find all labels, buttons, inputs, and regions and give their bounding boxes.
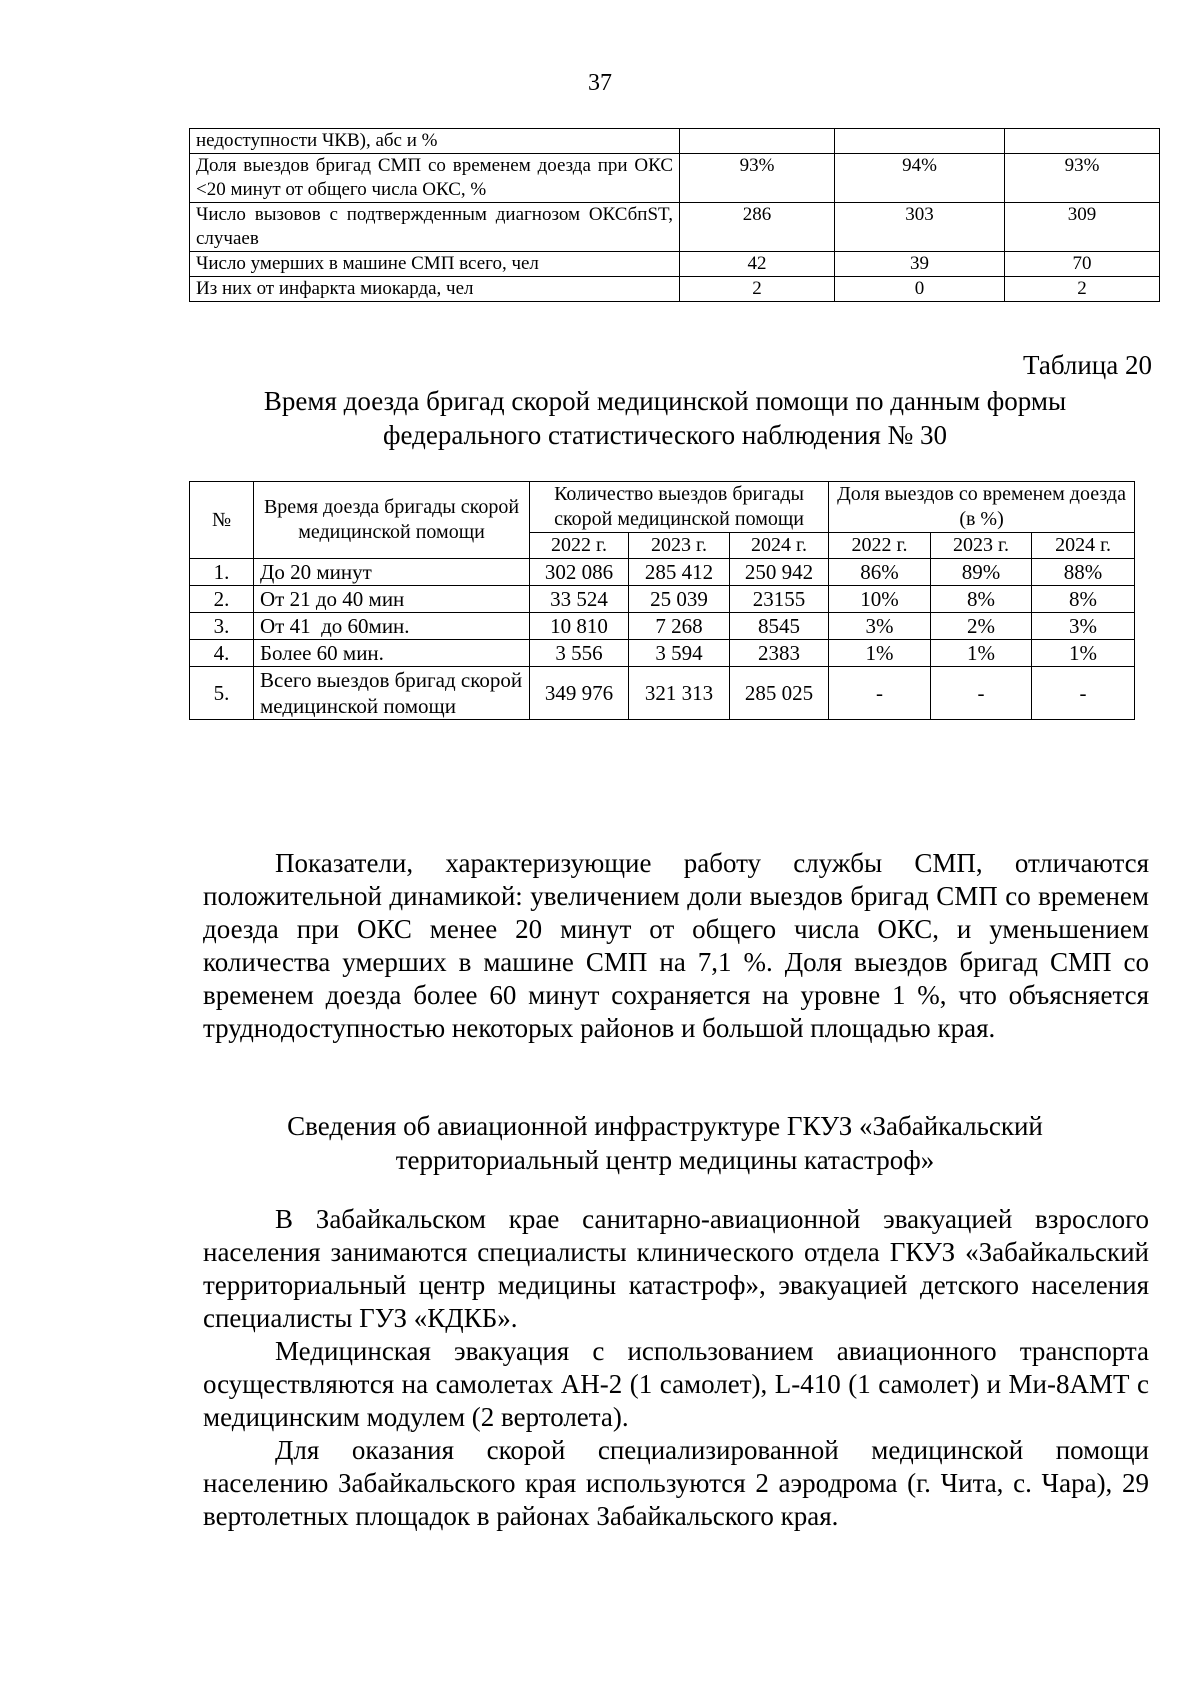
share-2023: 89% — [931, 559, 1032, 586]
cell-value — [680, 129, 835, 154]
share-2022: 3% — [829, 613, 931, 640]
count-2024: 250 942 — [730, 559, 829, 586]
cell-value: 0 — [835, 277, 1005, 302]
header-year: 2022 г. — [530, 533, 629, 559]
table-title — [200, 384, 1130, 452]
cell-value: 2 — [680, 277, 835, 302]
header-share: Доля выездов со временем доезда (в %) — [829, 482, 1135, 533]
paragraph-text: Показатели, характеризующие работу службы СМП, отличаются положительной динамикой: увеличением доли выездов бригад СМП со временем доезда при ОКС менее 20 минут от общего числа ОКС, и уменьшением количества умерших в машине СМП на 7,1 %. Доля выездов бригад СМП со временем доезда более 60 минут сохраняется на уровне 1 %, что объясняется труднодоступностью некоторых районов и большой площадью края. — [203, 848, 1149, 1043]
header-year: 2022 г. — [829, 533, 931, 559]
table-title-line: федерального статистического наблюдения № 30 — [382, 420, 948, 450]
row-label: Более 60 мин. — [254, 640, 530, 667]
header-count: Количество выездов бригады скорой медицинской помощи — [530, 482, 829, 533]
row-label: Число умерших в машине СМП всего, чел — [190, 252, 680, 277]
row-label: Число вызовов с подтвержденным диагнозом ОКСбпST, случаев — [190, 203, 680, 252]
cell-value: 93% — [1005, 154, 1160, 203]
cell-value: 70 — [1005, 252, 1160, 277]
header-year: 2024 г. — [730, 533, 829, 559]
table-row — [190, 640, 1135, 667]
count-2023: 7 268 — [629, 613, 730, 640]
row-label: Из них от инфаркта миокарда, чел — [190, 277, 680, 302]
section-heading-line: территориальный центр медицины катастроф» — [395, 1145, 935, 1175]
cell-value: 42 — [680, 252, 835, 277]
row-label: Доля выездов бригад СМП со временем доезда при ОКС <20 минут от общего числа ОКС, % — [190, 154, 680, 203]
page-number: 37 — [588, 70, 612, 96]
row-num: 3. — [190, 613, 254, 640]
row-num: 4. — [190, 640, 254, 667]
cell-value — [1005, 129, 1160, 154]
table-row — [190, 203, 1160, 252]
share-2022: 86% — [829, 559, 931, 586]
paragraph-text: В Забайкальском крае санитарно-авиационной эвакуацией взрослого населения занимаются специалисты клинического отдела ГКУЗ «Забайкальский территориальный центр медицины катастроф», эвакуацией детского населения специалисты ГУЗ «КДКБ». — [203, 1204, 1149, 1333]
header-year: 2023 г. — [629, 533, 730, 559]
row-num: 2. — [190, 586, 254, 613]
table-row — [190, 559, 1135, 586]
share-2023: - — [931, 667, 1032, 720]
count-2022: 33 524 — [530, 586, 629, 613]
row-num: 1. — [190, 559, 254, 586]
share-2024: 8% — [1032, 586, 1135, 613]
count-2024: 285 025 — [730, 667, 829, 720]
row-label: Всего выездов бригад скорой медицинской помощи — [254, 667, 530, 720]
share-2024: - — [1032, 667, 1135, 720]
section-heading-line: Сведения об авиационной инфраструктуре ГКУЗ «Забайкальский — [287, 1111, 1043, 1141]
count-2022: 302 086 — [530, 559, 629, 586]
share-2024: 88% — [1032, 559, 1135, 586]
count-2023: 321 313 — [629, 667, 730, 720]
table-row — [190, 277, 1160, 302]
count-2022: 10 810 — [530, 613, 629, 640]
table-row — [190, 667, 1135, 720]
header-year: 2024 г. — [1032, 533, 1135, 559]
count-2024: 2383 — [730, 640, 829, 667]
paragraph-text: Медицинская эвакуация с использованием авиационного транспорта осуществляются на самолетах АН-2 (1 самолет), L-410 (1 самолет) и Ми-8АМТ с медицинским модулем (2 вертолета). — [203, 1336, 1149, 1432]
count-2022: 3 556 — [530, 640, 629, 667]
section-heading — [200, 1109, 1130, 1177]
paragraph — [203, 1434, 1149, 1533]
header-num: № — [190, 482, 254, 559]
row-label: От 41 до 60мин. — [254, 613, 530, 640]
cell-value: 93% — [680, 154, 835, 203]
paragraph — [203, 847, 1149, 1045]
share-2022: 1% — [829, 640, 931, 667]
table-title-line: Время доезда бригад скорой медицинской помощи по данным формы — [263, 386, 1067, 416]
header-year: 2023 г. — [931, 533, 1032, 559]
row-label: От 21 до 40 мин — [254, 586, 530, 613]
share-2023: 8% — [931, 586, 1032, 613]
cell-value: 2 — [1005, 277, 1160, 302]
share-2023: 2% — [931, 613, 1032, 640]
count-2023: 285 412 — [629, 559, 730, 586]
table-row — [190, 586, 1135, 613]
table-row — [190, 252, 1160, 277]
cell-value: 303 — [835, 203, 1005, 252]
share-2024: 1% — [1032, 640, 1135, 667]
share-2024: 3% — [1032, 613, 1135, 640]
count-2023: 25 039 — [629, 586, 730, 613]
cell-value: 39 — [835, 252, 1005, 277]
paragraph — [203, 1335, 1149, 1434]
count-2022: 349 976 — [530, 667, 629, 720]
cell-value: 286 — [680, 203, 835, 252]
share-2023: 1% — [931, 640, 1032, 667]
table-row — [190, 129, 1160, 154]
paragraph — [203, 1203, 1149, 1335]
indicators-table — [189, 128, 1160, 302]
header-time: Время доезда бригады скорой медицинской помощи — [254, 482, 530, 559]
row-num: 5. — [190, 667, 254, 720]
arrival-time-table — [189, 481, 1135, 720]
cell-value — [835, 129, 1005, 154]
count-2024: 23155 — [730, 586, 829, 613]
table-row — [190, 154, 1160, 203]
header-row — [190, 482, 1135, 533]
count-2024: 8545 — [730, 613, 829, 640]
table-caption: Таблица 20 — [1023, 350, 1152, 380]
cell-value: 309 — [1005, 203, 1160, 252]
share-2022: 10% — [829, 586, 931, 613]
paragraph-text: Для оказания скорой специализированной медицинской помощи населению Забайкальского края используются 2 аэродрома (г. Чита, с. Чара), 29 вертолетных площадок в районах Забайкальского края. — [203, 1435, 1149, 1531]
row-label: недоступности ЧКВ), абс и % — [190, 129, 680, 154]
share-2022: - — [829, 667, 931, 720]
row-label: До 20 минут — [254, 559, 530, 586]
table-row — [190, 613, 1135, 640]
cell-value: 94% — [835, 154, 1005, 203]
count-2023: 3 594 — [629, 640, 730, 667]
